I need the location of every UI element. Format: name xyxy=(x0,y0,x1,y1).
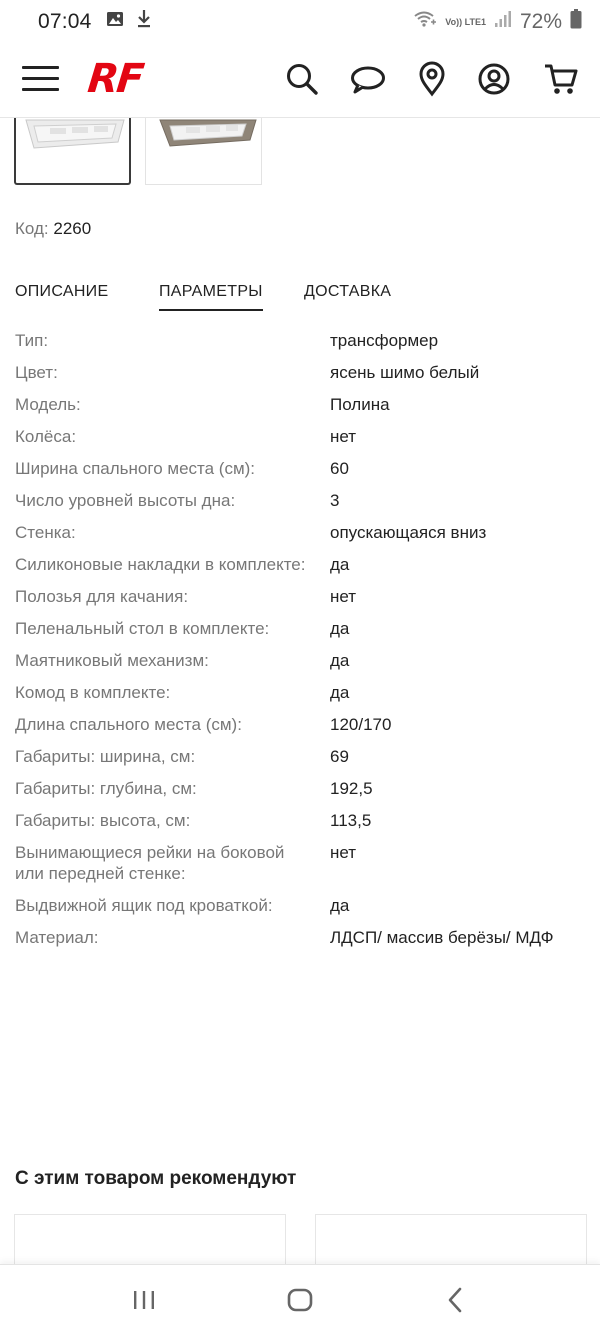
param-value: 113,5 xyxy=(330,811,372,830)
param-value: 192,5 xyxy=(330,779,373,798)
param-value: трансформер xyxy=(330,331,439,350)
param-key: Полозья для качания: xyxy=(15,587,189,606)
product-code-value: 2260 xyxy=(53,219,92,238)
param-value: ЛДСП/ массив берёзы/ МДФ xyxy=(330,928,554,947)
param-value: 60 xyxy=(330,459,349,478)
param-key: Выдвижной ящик под кроваткой: xyxy=(15,896,273,915)
param-row xyxy=(15,778,585,799)
param-value: 69 xyxy=(330,747,349,766)
param-row xyxy=(15,714,585,735)
param-value: нет xyxy=(330,843,357,862)
product-code xyxy=(15,219,91,239)
param-row xyxy=(15,522,585,543)
param-row xyxy=(15,330,585,351)
site-header xyxy=(0,44,600,118)
param-key: Силиконовые накладки в комплекте: xyxy=(15,555,306,574)
param-row xyxy=(15,362,585,383)
param-key: Габариты: ширина, см: xyxy=(15,747,196,766)
param-key: Комод в комплекте: xyxy=(15,683,171,702)
param-key: Пеленальный стол в комплекте: xyxy=(15,619,270,638)
download-icon xyxy=(136,9,152,35)
system-nav-bar xyxy=(0,1264,600,1332)
param-key: Модель: xyxy=(15,395,81,414)
param-row xyxy=(15,650,585,671)
tab-description[interactable]: ОПИСАНИЕ xyxy=(15,283,109,300)
param-key: Число уровней высоты дна: xyxy=(15,491,236,510)
location-pin-icon[interactable] xyxy=(414,61,450,97)
recent-apps-icon[interactable] xyxy=(129,1285,159,1315)
param-row xyxy=(15,895,585,916)
network-label: Vo)) LTE1 xyxy=(445,16,486,27)
product-code-label: Код: xyxy=(15,219,49,238)
tab-parameters[interactable]: ПАРАМЕТРЫ xyxy=(159,283,263,311)
param-value: 120/170 xyxy=(330,715,392,734)
param-row xyxy=(15,618,585,639)
param-value: Полина xyxy=(330,395,390,414)
param-key: Стенка: xyxy=(15,523,76,542)
param-row xyxy=(15,394,585,415)
param-key: Габариты: высота, см: xyxy=(15,811,191,830)
param-value: да xyxy=(330,555,350,574)
parameters-list xyxy=(15,330,585,959)
param-row xyxy=(15,554,585,575)
param-key: Колёса: xyxy=(15,427,77,446)
param-value: нет xyxy=(330,427,357,446)
battery-icon xyxy=(570,9,582,35)
param-key: Материал: xyxy=(15,928,99,947)
param-value: да xyxy=(330,619,350,638)
image-icon xyxy=(106,10,124,34)
back-icon[interactable] xyxy=(441,1285,471,1315)
param-value: да xyxy=(330,683,350,702)
param-row xyxy=(15,746,585,767)
tab-delivery[interactable]: ДОСТАВКА xyxy=(304,283,392,300)
param-key: Цвет: xyxy=(15,363,58,382)
search-icon[interactable] xyxy=(284,61,320,97)
param-value: нет xyxy=(330,587,357,606)
signal-icon xyxy=(494,10,512,34)
battery-percent: 72% xyxy=(519,10,562,33)
param-key: Маятниковый механизм: xyxy=(15,651,209,670)
param-row xyxy=(15,927,585,948)
param-value: опускающаяся вниз xyxy=(330,523,487,542)
product-thumbnail-1[interactable] xyxy=(14,118,131,185)
param-row xyxy=(15,458,585,479)
param-row xyxy=(15,426,585,447)
menu-icon[interactable] xyxy=(22,66,59,92)
param-row xyxy=(15,490,585,511)
param-key: Вынимающиеся рейки на боковой или передней стенке: xyxy=(15,843,285,883)
param-value: да xyxy=(330,896,350,915)
param-key: Длина спального места (см): xyxy=(15,715,242,734)
account-icon[interactable] xyxy=(476,61,512,97)
param-value: ясень шимо белый xyxy=(330,363,480,382)
param-row xyxy=(15,810,585,831)
wifi-calling-icon xyxy=(413,10,437,34)
site-logo[interactable]: RF xyxy=(85,56,145,102)
param-row xyxy=(15,682,585,703)
status-bar xyxy=(0,0,600,44)
param-value: 3 xyxy=(330,491,340,510)
param-row xyxy=(15,842,585,884)
param-row xyxy=(15,586,585,607)
chat-icon[interactable] xyxy=(350,61,386,97)
param-key: Габариты: глубина, см: xyxy=(15,779,197,798)
param-value: да xyxy=(330,651,350,670)
recommend-title: С этим товаром рекомендуют xyxy=(15,1168,297,1189)
status-time: 07:04 xyxy=(38,10,92,33)
param-key: Ширина спального места (см): xyxy=(15,459,256,478)
cart-icon[interactable] xyxy=(543,61,579,97)
param-key: Тип: xyxy=(15,331,49,350)
product-thumbnail-2[interactable] xyxy=(145,118,262,185)
home-icon[interactable] xyxy=(285,1285,315,1315)
